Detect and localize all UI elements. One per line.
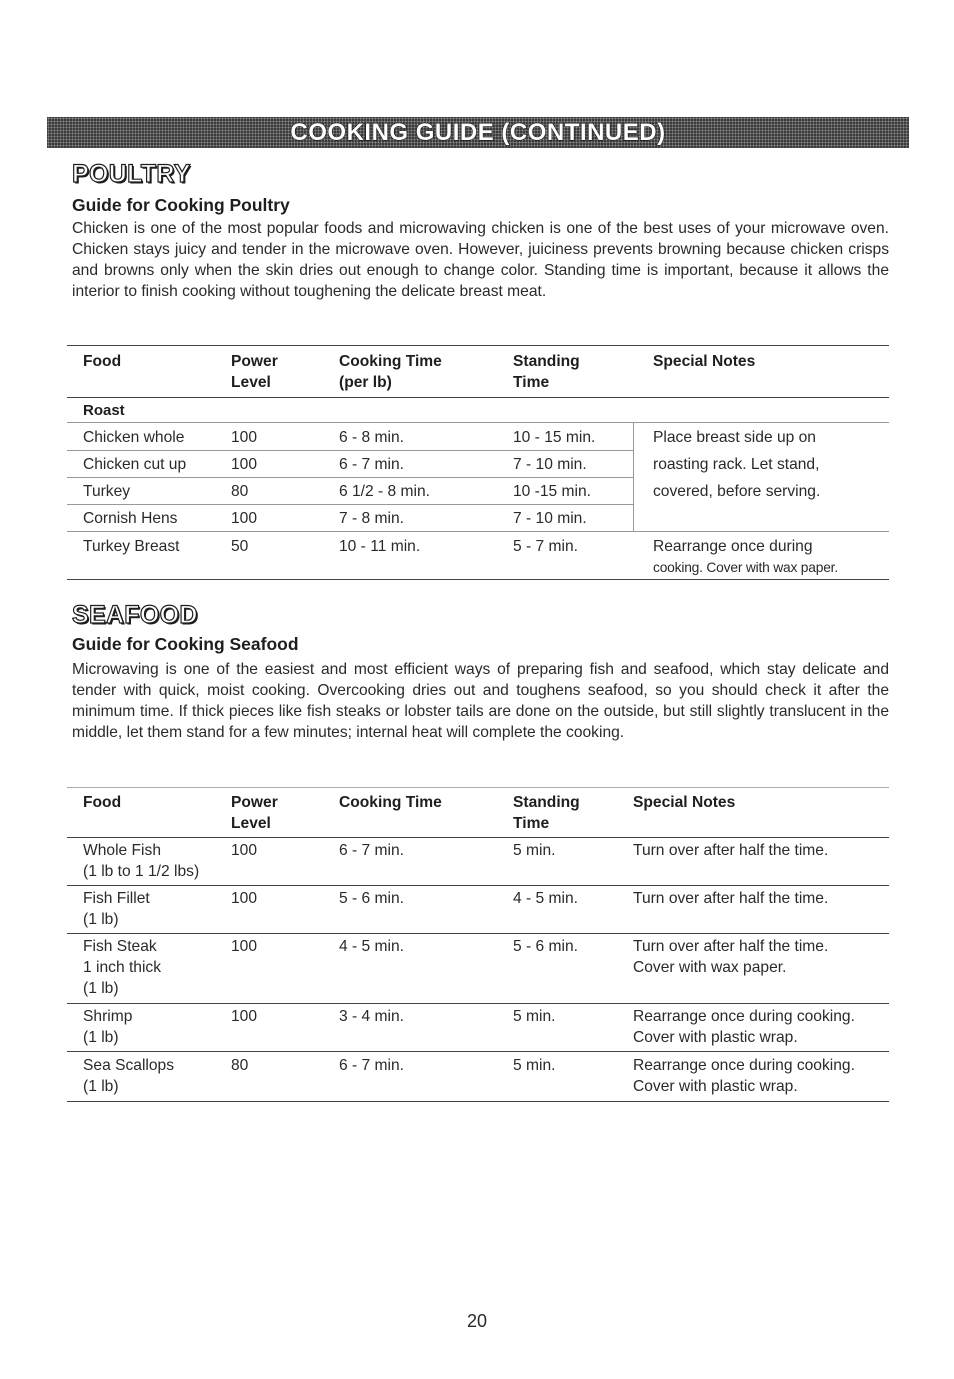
- poultry-table-top-rule: [67, 345, 889, 346]
- seafood-header-cooking-time: Cooking Time: [339, 794, 442, 811]
- seafood-row-divider: [67, 1003, 889, 1004]
- poultry-row-divider: [67, 504, 633, 505]
- food-cell: Fish Fillet: [83, 890, 150, 907]
- shared-note-line: covered, before serving.: [653, 483, 821, 500]
- poultry-table-bottom-rule: [67, 579, 889, 580]
- seafood-title: SEAFOOD: [72, 601, 198, 629]
- power-cell: 80: [231, 1057, 249, 1074]
- shared-note-line: roasting rack. Let stand,: [653, 456, 820, 473]
- standing-cell: 5 - 7 min.: [513, 538, 578, 555]
- standing-cell: 4 - 5 min.: [513, 890, 578, 907]
- poultry-title: POULTRY: [72, 160, 191, 188]
- time-cell: 6 - 8 min.: [339, 429, 404, 446]
- time-cell: 4 - 5 min.: [339, 938, 404, 955]
- notes-cell: Rearrange once during cooking.: [633, 1057, 855, 1074]
- notes-cell: Turn over after half the time.: [633, 842, 829, 859]
- time-cell: 5 - 6 min.: [339, 890, 404, 907]
- power-cell: 100: [231, 842, 258, 859]
- standing-cell: 10 - 15 min.: [513, 429, 596, 446]
- poultry-notes-divider: [633, 422, 634, 531]
- food-cell-detail: (1 lb): [83, 911, 119, 928]
- time-cell: 6 - 7 min.: [339, 456, 404, 473]
- poultry-header-cooking-time-2: (per lb): [339, 374, 392, 391]
- notes-cell: Turn over after half the time.: [633, 938, 829, 955]
- power-cell: 80: [231, 483, 249, 500]
- notes-cell: Cover with wax paper.: [633, 959, 787, 976]
- food-cell: Whole Fish: [83, 842, 161, 859]
- food-cell: Turkey: [83, 483, 131, 500]
- food-cell: Cornish Hens: [83, 510, 178, 527]
- food-cell-detail: (1 lb): [83, 980, 119, 997]
- food-cell: Chicken cut up: [83, 456, 187, 473]
- seafood-header-special-notes: Special Notes: [633, 794, 736, 811]
- seafood-table-bottom-rule: [67, 1101, 889, 1102]
- seafood-header-standing-2: Time: [513, 815, 550, 832]
- standing-cell: 5 min.: [513, 842, 556, 859]
- time-cell: 7 - 8 min.: [339, 510, 404, 527]
- standing-cell: 5 min.: [513, 1008, 556, 1025]
- poultry-row-divider: [67, 477, 633, 478]
- page-number: 20: [466, 1311, 488, 1331]
- seafood-intro: Microwaving is one of the easiest and most efficient ways of preparing fish and seafood, which stay delicate and tender with quick, moist cooking. Overcooking dries out and toughens seafood, so you should check it after the minimum time. If thick pieces like fish steaks or lobster tails are done on the outside, but still slightly translucent in the middle, let them stand for a few minutes; internal heat will complete the cooking.: [72, 661, 889, 741]
- poultry-row-divider: [67, 531, 889, 532]
- time-cell: 10 - 11 min.: [339, 538, 421, 555]
- poultry-header-standing: Standing: [513, 353, 580, 370]
- power-cell: 100: [231, 456, 258, 473]
- poultry-subtitle: Guide for Cooking Poultry: [72, 195, 290, 215]
- notes-cell: cooking. Cover with wax paper.: [653, 560, 838, 575]
- time-cell: 6 - 7 min.: [339, 1057, 404, 1074]
- notes-cell: Turn over after half the time.: [633, 890, 829, 907]
- seafood-header-power: Power: [231, 794, 278, 811]
- food-cell: Shrimp: [83, 1008, 133, 1025]
- poultry-header-special-notes: Special Notes: [653, 353, 756, 370]
- poultry-header-food: Food: [83, 353, 122, 370]
- standing-cell: 5 min.: [513, 1057, 556, 1074]
- food-cell: Turkey Breast: [83, 538, 180, 555]
- food-cell: Fish Steak: [83, 938, 157, 955]
- food-cell-detail: (1 lb): [83, 1029, 119, 1046]
- notes-cell: Rearrange once during cooking.: [633, 1008, 855, 1025]
- poultry-intro: Chicken is one of the most popular foods and microwaving chicken is one of the best uses of your microwave oven. Chicken stays juicy and tender in the microwave oven. However, juiciness prevents browning because chicken crisps and browns only when the skin dries out enough to change color. Standing time is important, because it allows the interior to finish cooking without toughening the delicate breast meat.: [72, 220, 889, 300]
- seafood-header-food: Food: [83, 794, 122, 811]
- power-cell: 100: [231, 1008, 258, 1025]
- seafood-row-divider: [67, 885, 889, 886]
- power-cell: 100: [231, 429, 258, 446]
- food-cell: Chicken whole: [83, 429, 185, 446]
- food-cell-detail: (1 lb to 1 1/2 lbs): [83, 863, 200, 880]
- section-banner: [47, 117, 909, 148]
- seafood-table-top-rule: [67, 787, 889, 788]
- poultry-group-roast: Roast: [83, 402, 125, 419]
- power-cell: 100: [231, 890, 258, 907]
- poultry-header-power-2: Level: [231, 374, 271, 391]
- poultry-row-divider: [67, 422, 889, 423]
- power-cell: 50: [231, 538, 249, 555]
- power-cell: 100: [231, 938, 258, 955]
- seafood-subtitle: Guide for Cooking Seafood: [72, 634, 299, 654]
- poultry-header-power: Power: [231, 353, 278, 370]
- standing-cell: 7 - 10 min.: [513, 510, 587, 527]
- seafood-row-divider: [67, 933, 889, 934]
- time-cell: 6 - 7 min.: [339, 842, 404, 859]
- seafood-row-divider: [67, 1051, 889, 1052]
- poultry-header-rule: [67, 397, 889, 398]
- power-cell: 100: [231, 510, 258, 527]
- notes-cell: Rearrange once during: [653, 538, 813, 555]
- standing-cell: 5 - 6 min.: [513, 938, 578, 955]
- poultry-header-cooking-time: Cooking Time: [339, 353, 442, 370]
- notes-cell: Cover with plastic wrap.: [633, 1029, 798, 1046]
- seafood-header-rule: [67, 837, 889, 838]
- standing-cell: 10 -15 min.: [513, 483, 592, 500]
- notes-cell: Cover with plastic wrap.: [633, 1078, 798, 1095]
- shared-note-line: Place breast side up on: [653, 429, 816, 446]
- time-cell: 3 - 4 min.: [339, 1008, 404, 1025]
- standing-cell: 7 - 10 min.: [513, 456, 587, 473]
- seafood-header-standing: Standing: [513, 794, 580, 811]
- poultry-row-divider: [67, 450, 633, 451]
- food-cell-detail: (1 lb): [83, 1078, 119, 1095]
- poultry-header-standing-2: Time: [513, 374, 550, 391]
- food-cell-detail: 1 inch thick: [83, 959, 162, 976]
- banner-title: COOKING GUIDE (CONTINUED): [290, 118, 666, 146]
- time-cell: 6 1/2 - 8 min.: [339, 483, 431, 500]
- seafood-header-power-2: Level: [231, 815, 271, 832]
- food-cell: Sea Scallops: [83, 1057, 175, 1074]
